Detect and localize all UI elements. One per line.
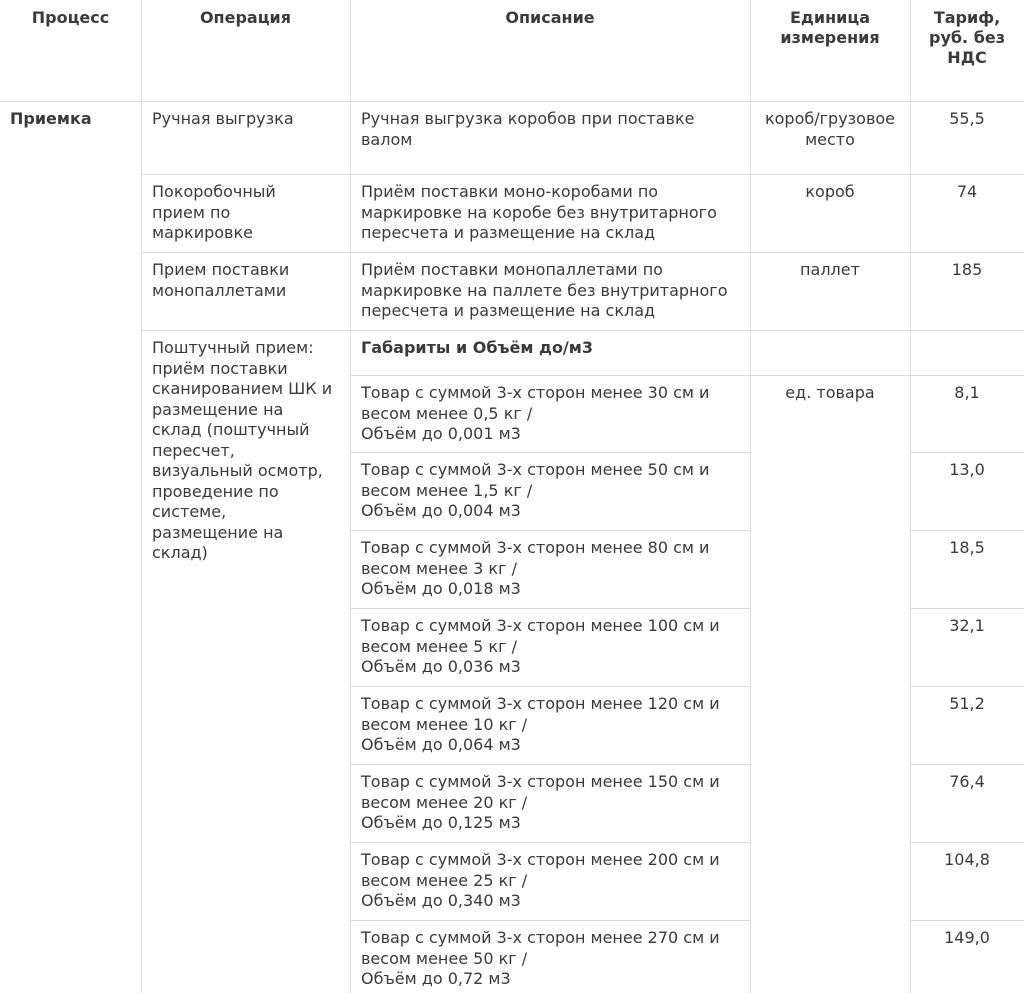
header-process: Процесс bbox=[31, 8, 110, 27]
row-description: Приём поставки монопаллетами по маркировке на паллете без внутритарного пересчета и размещение на склад bbox=[361, 260, 728, 320]
dimension-row-tariff: 51,2 bbox=[949, 694, 985, 713]
row-unit: короб bbox=[805, 182, 855, 201]
header-operation: Операция bbox=[199, 8, 292, 27]
row-unit: короб/грузовое место bbox=[764, 109, 896, 149]
dimension-row-tariff: 76,4 bbox=[949, 772, 985, 791]
row-operation: Покоробочный прием по маркировке bbox=[152, 182, 276, 242]
dimension-row-description: Товар с суммой 3-х сторон менее 50 см и весом менее 1,5 кг / Объём до 0,004 м3 bbox=[361, 460, 710, 520]
dimension-row-description: Товар с суммой 3-х сторон менее 200 см и весом менее 25 кг / Объём до 0,340 м3 bbox=[361, 850, 720, 910]
header-unit: Единица измерения bbox=[780, 8, 880, 47]
row-unit: паллет bbox=[800, 260, 860, 279]
row-tariff: 185 bbox=[951, 260, 983, 279]
piece-acceptance-operation: Поштучный прием: приём поставки сканированием ШК и размещение на склад (поштучный пересчет, визуальный осмотр, проведение по системе, размещение на склад) bbox=[152, 338, 333, 562]
dimension-row-description: Товар с суммой 3-х сторон менее 120 см и весом менее 10 кг / Объём до 0,064 м3 bbox=[361, 694, 720, 754]
dimension-row-description: Товар с суммой 3-х сторон менее 150 см и весом менее 20 кг / Объём до 0,125 м3 bbox=[361, 772, 720, 832]
header-description: Описание bbox=[505, 8, 595, 27]
header-tariff: Тариф, руб. без НДС bbox=[928, 8, 1006, 67]
piece-acceptance-unit: ед. товара bbox=[785, 383, 875, 402]
dimensions-subheader: Габариты и Объём до/м3 bbox=[361, 338, 593, 357]
row-tariff: 74 bbox=[956, 182, 978, 201]
row-operation: Прием поставки монопаллетами bbox=[152, 260, 290, 300]
dimension-row-tariff: 104,8 bbox=[944, 850, 990, 869]
dimension-row-tariff: 18,5 bbox=[949, 538, 985, 557]
process-name: Приемка bbox=[10, 109, 92, 128]
dimension-row-description: Товар с суммой 3-х сторон менее 30 см и весом менее 0,5 кг / Объём до 0,001 м3 bbox=[361, 383, 710, 443]
dimension-row-tariff: 13,0 bbox=[949, 460, 985, 479]
dimension-row-description: Товар с суммой 3-х сторон менее 80 см и весом менее 3 кг / Объём до 0,018 м3 bbox=[361, 538, 710, 598]
dimension-row-description: Товар с суммой 3-х сторон менее 270 см и весом менее 50 кг / Объём до 0,72 м3 bbox=[361, 928, 720, 988]
row-tariff: 55,5 bbox=[949, 109, 985, 128]
dimension-row-tariff: 149,0 bbox=[944, 928, 990, 947]
dimension-row-tariff: 32,1 bbox=[949, 616, 985, 635]
row-operation: Ручная выгрузка bbox=[152, 109, 294, 128]
dimension-row-description: Товар с суммой 3-х сторон менее 100 см и весом менее 5 кг / Объём до 0,036 м3 bbox=[361, 616, 720, 676]
dimension-row-tariff: 8,1 bbox=[954, 383, 980, 402]
row-description: Ручная выгрузка коробов при поставке валом bbox=[361, 109, 695, 149]
row-description: Приём поставки моно-коробами по маркировке на коробе без внутритарного пересчета и размещение на склад bbox=[361, 182, 717, 242]
